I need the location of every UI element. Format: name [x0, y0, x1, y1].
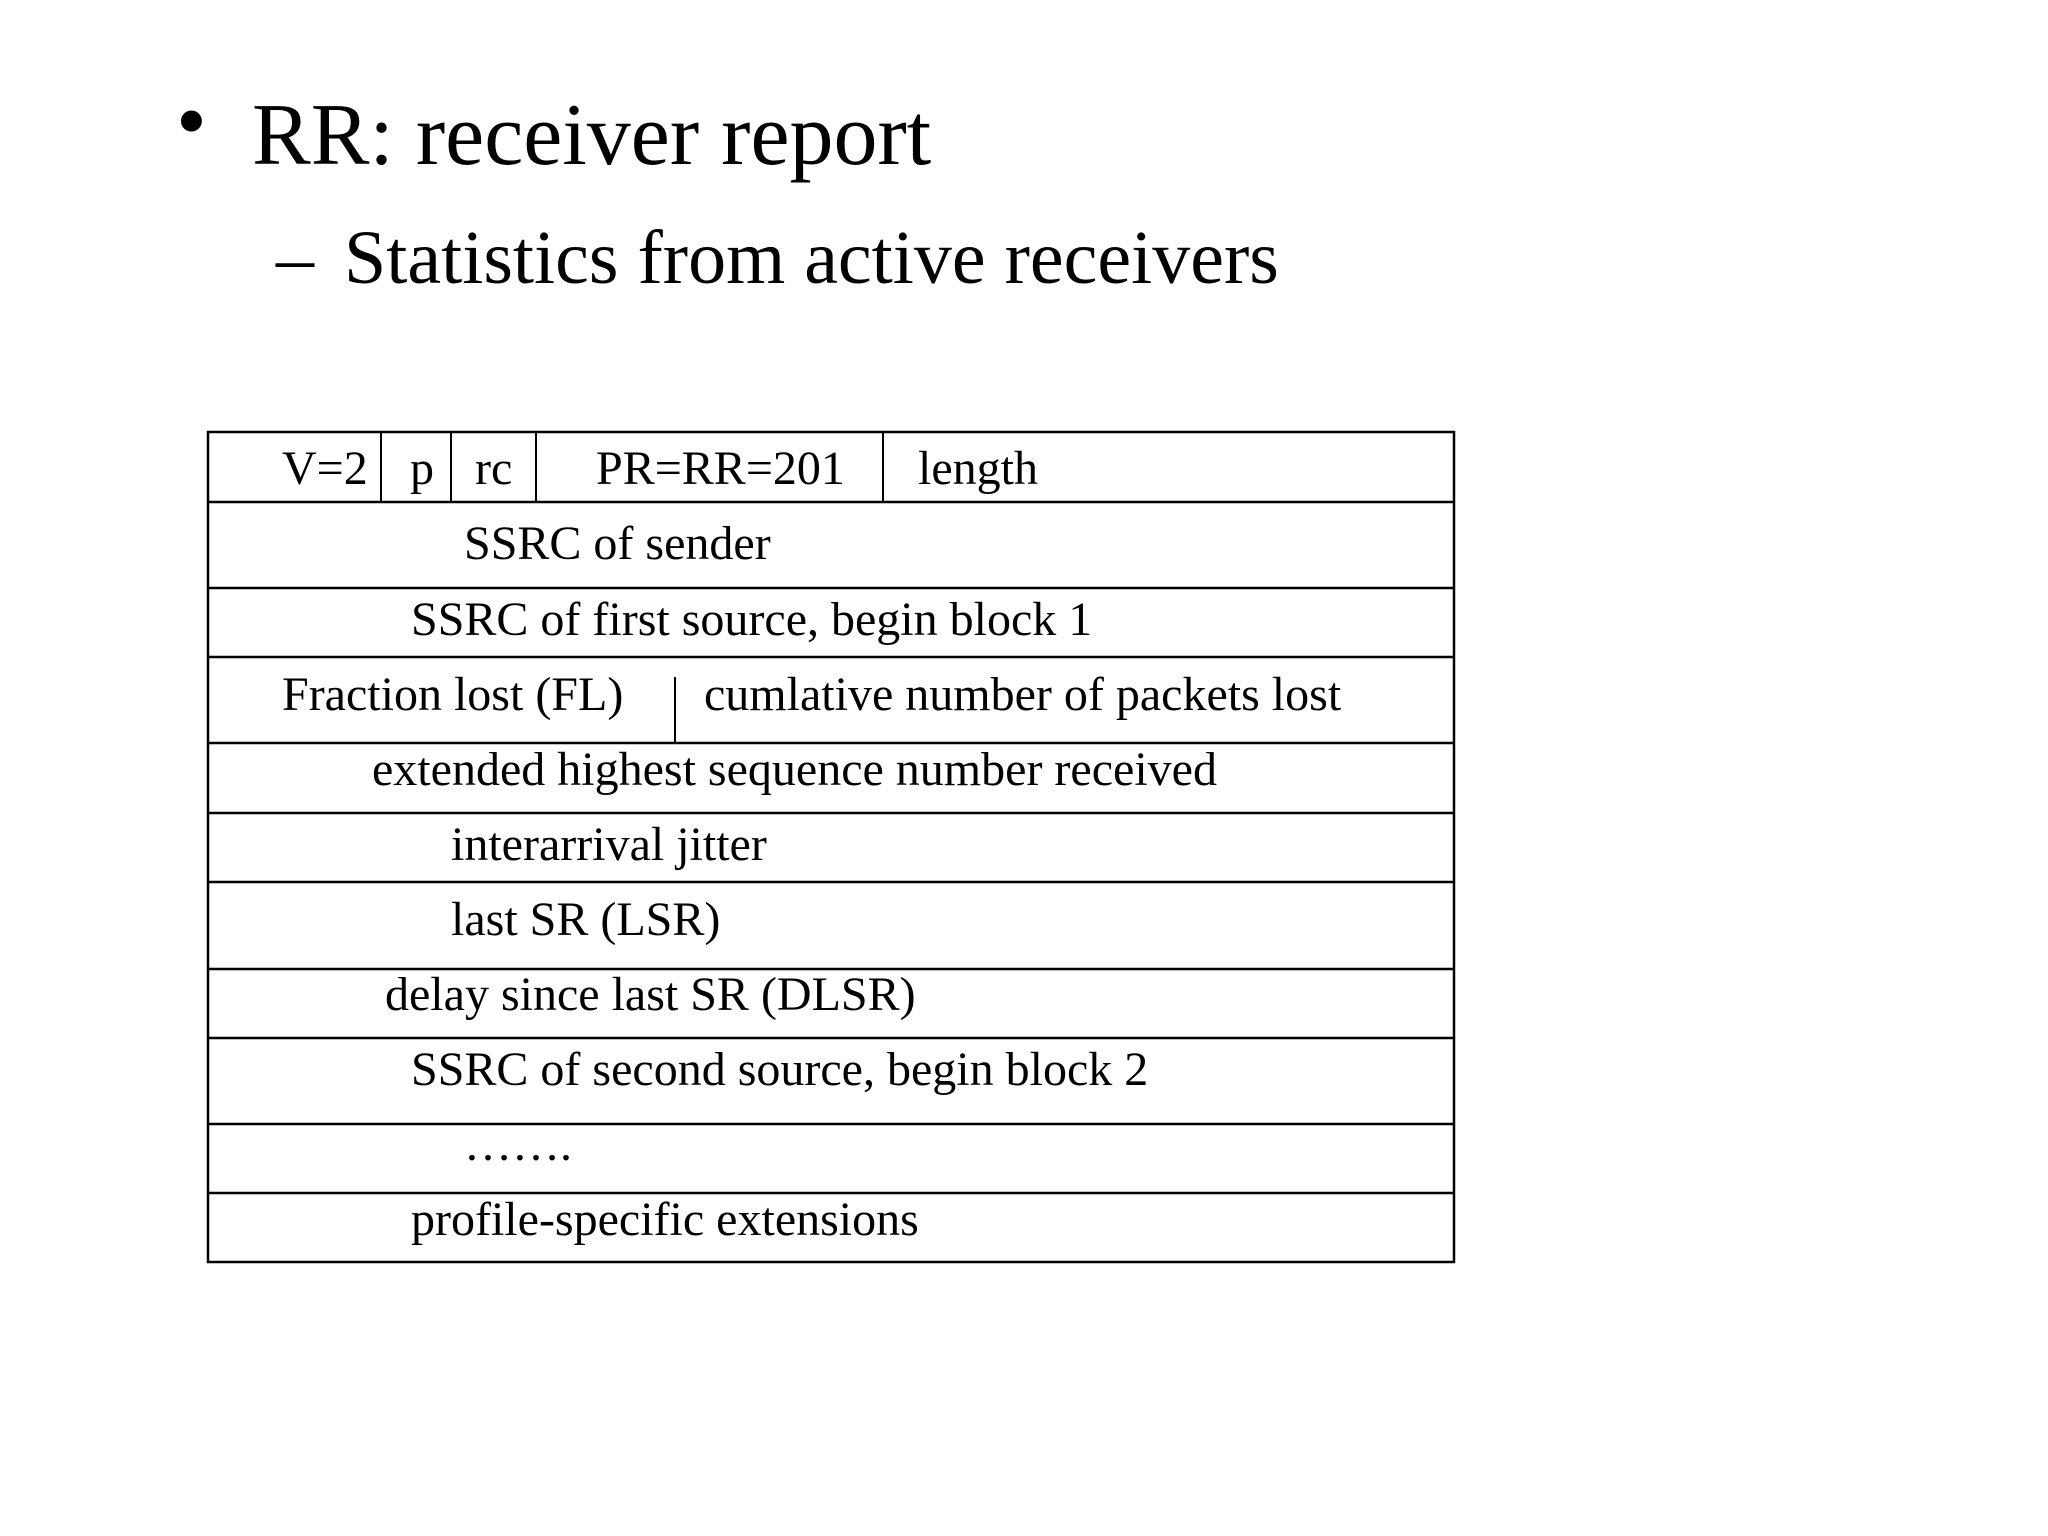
- ssrc-first-source-field: SSRC of first source, begin block 1: [411, 593, 1093, 646]
- bullet-marker: •: [176, 73, 207, 170]
- jitter-field: interarrival jitter: [451, 818, 767, 871]
- ssrc-second-source-field: SSRC of second source, begin block 2: [411, 1043, 1149, 1096]
- ellipsis-row: …….: [464, 1118, 572, 1171]
- packet-outline: [208, 432, 1454, 1262]
- slide-title: RR: receiver report: [252, 87, 932, 184]
- last-sr-field: last SR (LSR): [451, 893, 721, 946]
- length-field: length: [918, 442, 1038, 495]
- sub-bullet-marker: –: [276, 216, 314, 300]
- fraction-lost-field: Fraction lost (FL): [282, 668, 624, 721]
- version-field: V=2: [282, 442, 368, 495]
- ssrc-sender-field: SSRC of sender: [464, 517, 771, 570]
- cumulative-lost-field: cumlative number of packets lost: [704, 668, 1342, 721]
- profile-extensions-field: profile-specific extensions: [411, 1193, 919, 1246]
- slide-subtitle: Statistics from active receivers: [344, 216, 1279, 300]
- packet-type-field: PR=RR=201: [596, 442, 845, 495]
- dlsr-field: delay since last SR (DLSR): [385, 968, 916, 1021]
- highest-seq-field: extended highest sequence number received: [372, 743, 1217, 796]
- report-count-field: rc: [475, 442, 513, 495]
- padding-field: p: [410, 442, 434, 495]
